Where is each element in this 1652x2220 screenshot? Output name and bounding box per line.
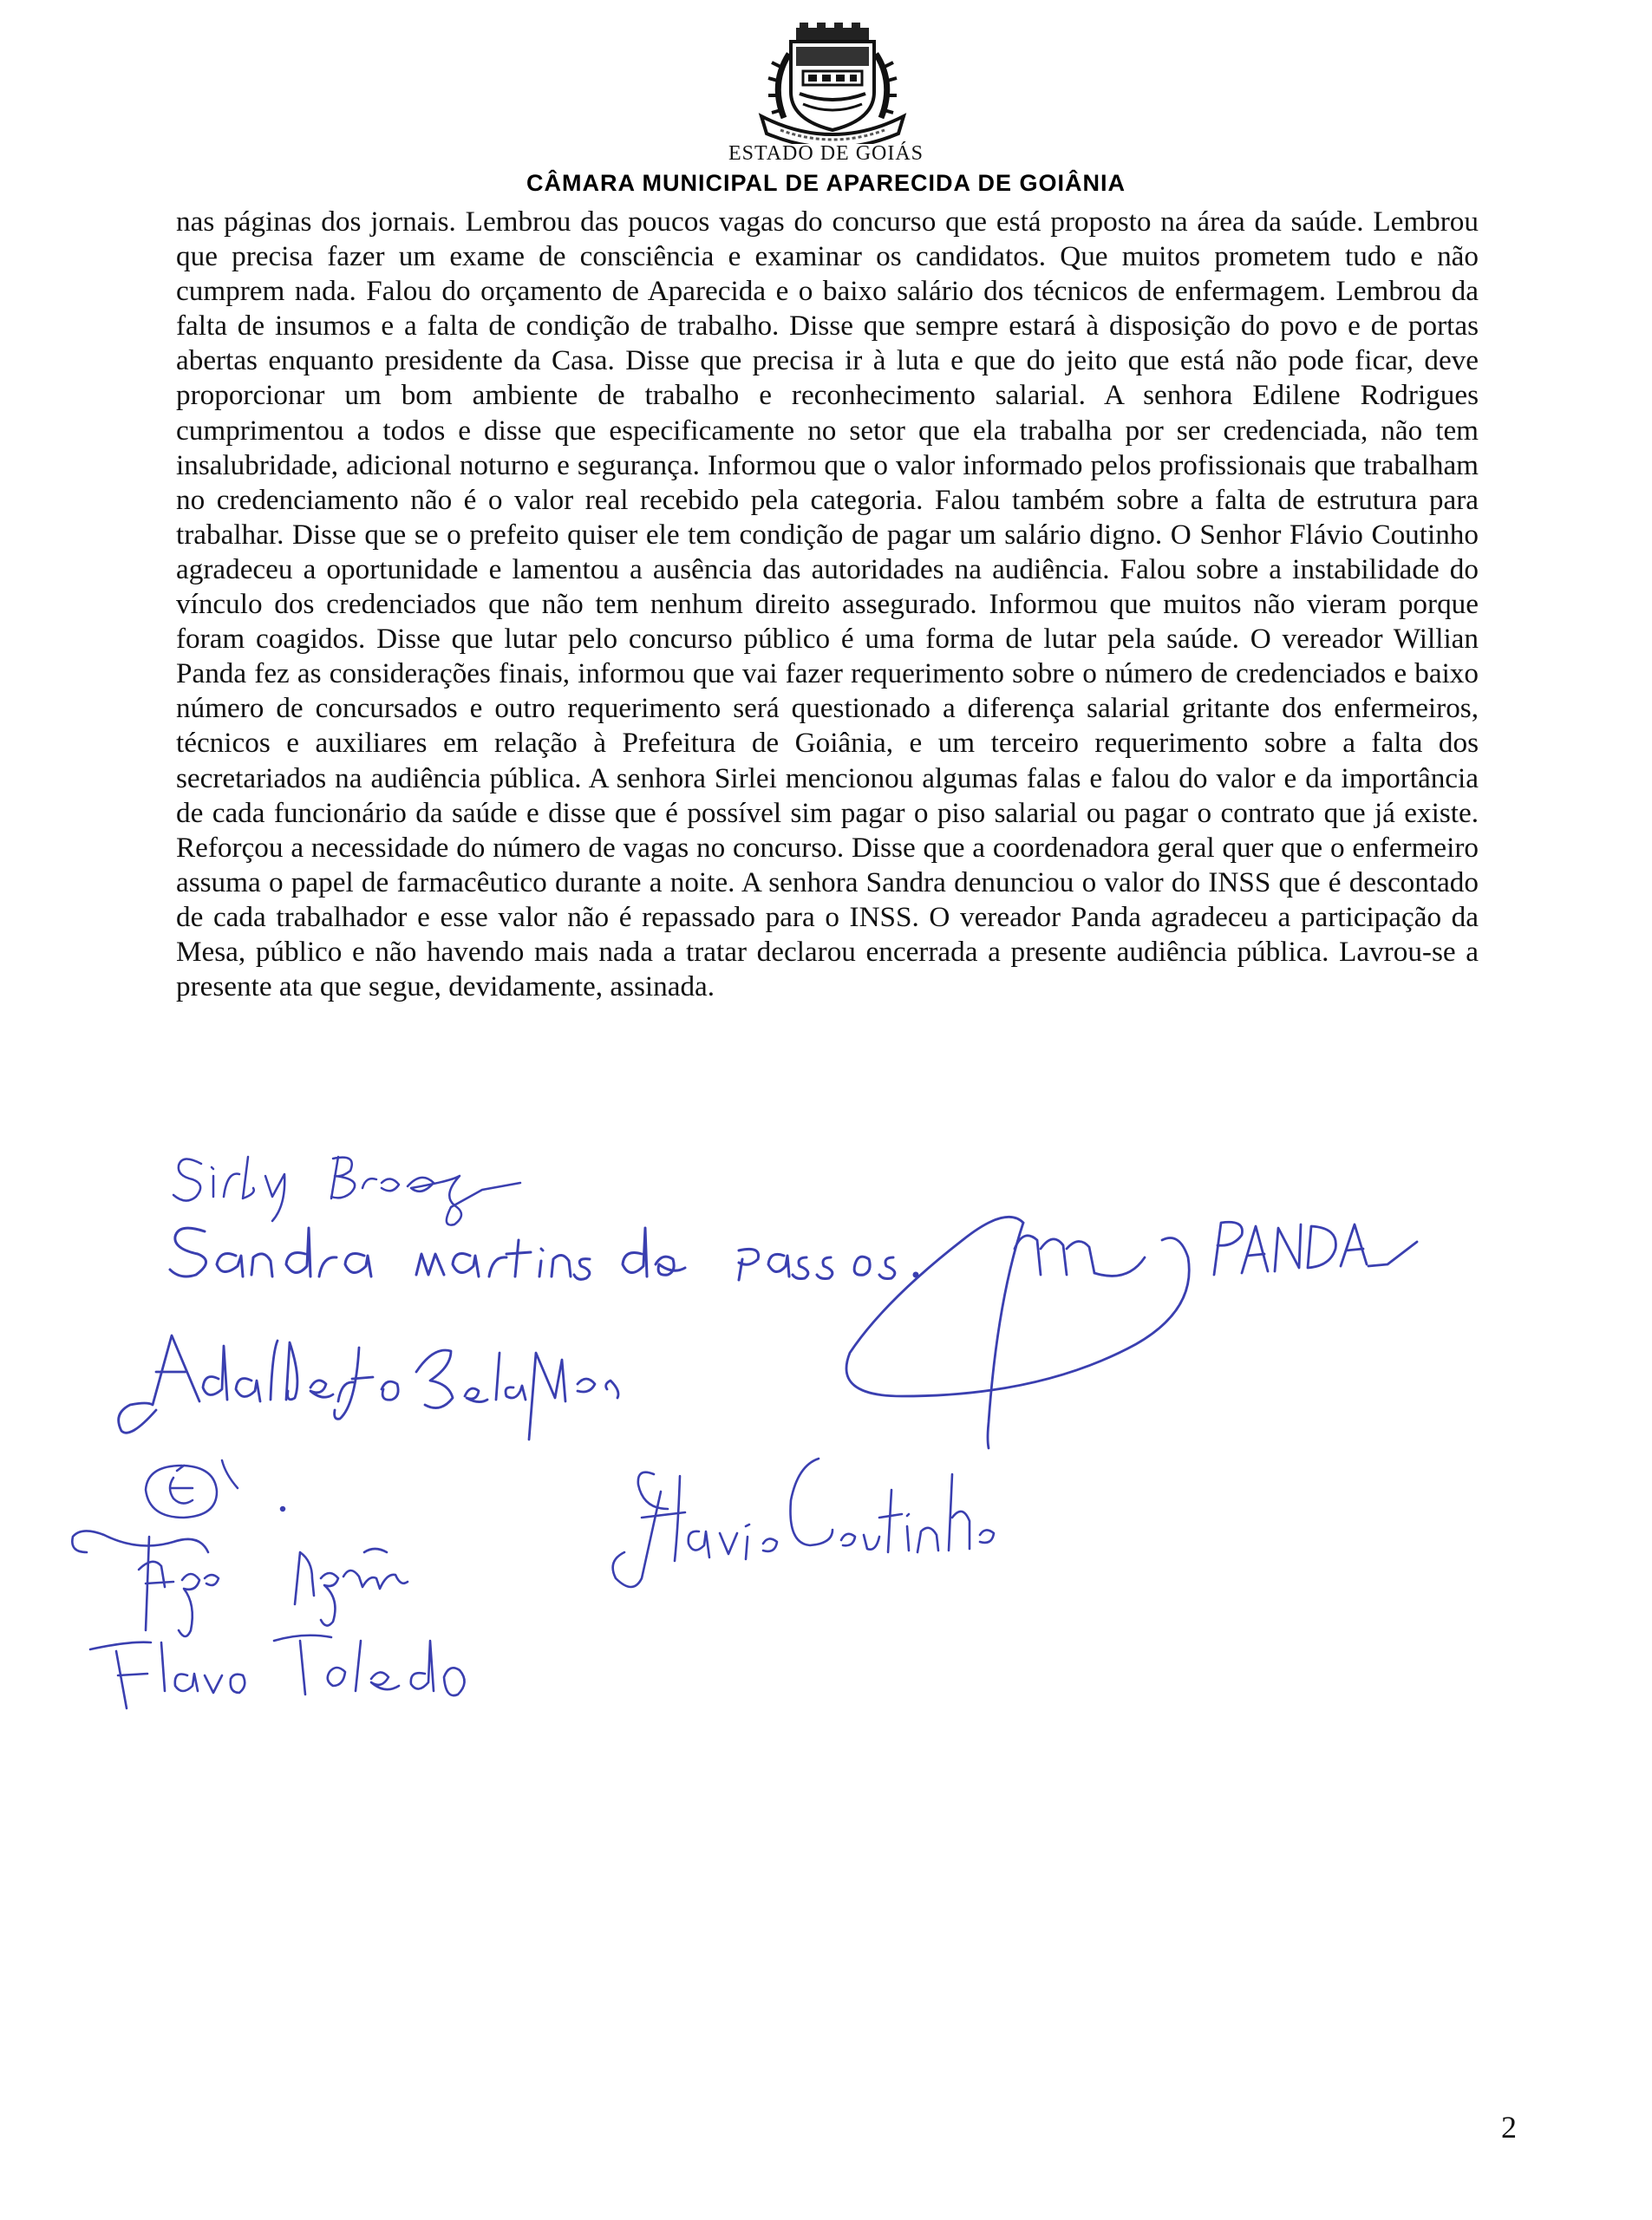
municipal-coat-of-arms-icon xyxy=(746,23,919,144)
chamber-name: CÂMARA MUNICIPAL DE APARECIDA DE GOIÂNIA xyxy=(526,170,1126,196)
signature-panda xyxy=(846,1217,1189,1448)
signature-adalberto xyxy=(119,1335,618,1440)
state-name: ESTADO DE GOIÁS xyxy=(728,142,924,165)
signature-sandra xyxy=(170,1228,917,1280)
signature-sirley xyxy=(173,1157,520,1225)
signature-thiago xyxy=(72,1531,408,1636)
signatures-area xyxy=(0,1145,1652,1734)
signature-flavio-coutinho xyxy=(613,1459,994,1587)
signature-initials xyxy=(146,1460,284,1518)
signature-flavio-toledo xyxy=(90,1636,465,1708)
signature-panda-text xyxy=(1214,1222,1417,1275)
minutes-paragraph: nas páginas dos jornais. Lembrou das poucos vagas do concurso que está proposto na área da saúde. Lembrou que precisa fazer um exame de consciência e examinar os candidatos. Que muitos prometem tudo e não cumprem nada. Falou do orçamento de Aparecida e o baixo salário dos técnicos de enfermagem. Lembrou da falta de insumos e a falta de condição de trabalho. Disse que sempre estará à disposição do povo e de portas abertas enquanto presidente da Casa. Disse que precisa ir à luta e que do jeito que está não pode ficar, deve proporcionar um bom ambiente de trabalho e reconhecimento salarial. A senhora Edilene Rodrigues cumprimentou a todos e disse que especificamente no setor que ela trabalha por ser credenciada, não tem insalubridade, adicional noturno e segurança. Informou que o valor informado pelos profissionais que trabalham no credenciamento não é o valor real recebido pela categoria. Falou também sobre a falta de estrutura para trabalhar. Disse que se o prefeito quiser ele tem condição de pagar um salário digno. O Senhor Flávio Coutinho agradeceu a oportunidade e lamentou a ausência das autoridades na audiência. Falou sobre a instabilidade do vínculo dos credenciados que não tem nenhum direito assegurado. Informou que muitos não vieram porque foram coagidos. Disse que lutar pelo concurso público é uma forma de lutar pela saúde. O vereador Willian Panda fez as considerações finais, informou que vai fazer requerimento sobre o número de credenciados e baixo número de concursados e outro requerimento será questionado a diferença salarial gritante dos enfermeiros, técnicos e auxiliares em relação à Prefeitura de Goiânia, e um terceiro requerimento sobre a falta dos secretariados na audiência pública. A senhora Sirlei mencionou algumas falas e falou do valor e da importância de cada funcionário da saúde e disse que é possível sim pagar o piso salarial ou pagar o contrato que já existe. Reforçou a necessidade do número de vagas no concurso. Disse que a coordenadora geral quer que o enfermeiro assuma o papel de farmacêutico durante a noite. A senhora Sandra denunciou o valor do INSS que é descontado de cada trabalhador e esse valor não é repassado para o INSS. O vereador Panda agradeceu a participação da Mesa, público e não havendo mais nada a tratar declarou encerrada a presente audiência pública. Lavrou-se a presente ata que segue, devidamente, assinada. xyxy=(176,206,1479,1003)
page-number: 2 xyxy=(1501,2110,1517,2145)
